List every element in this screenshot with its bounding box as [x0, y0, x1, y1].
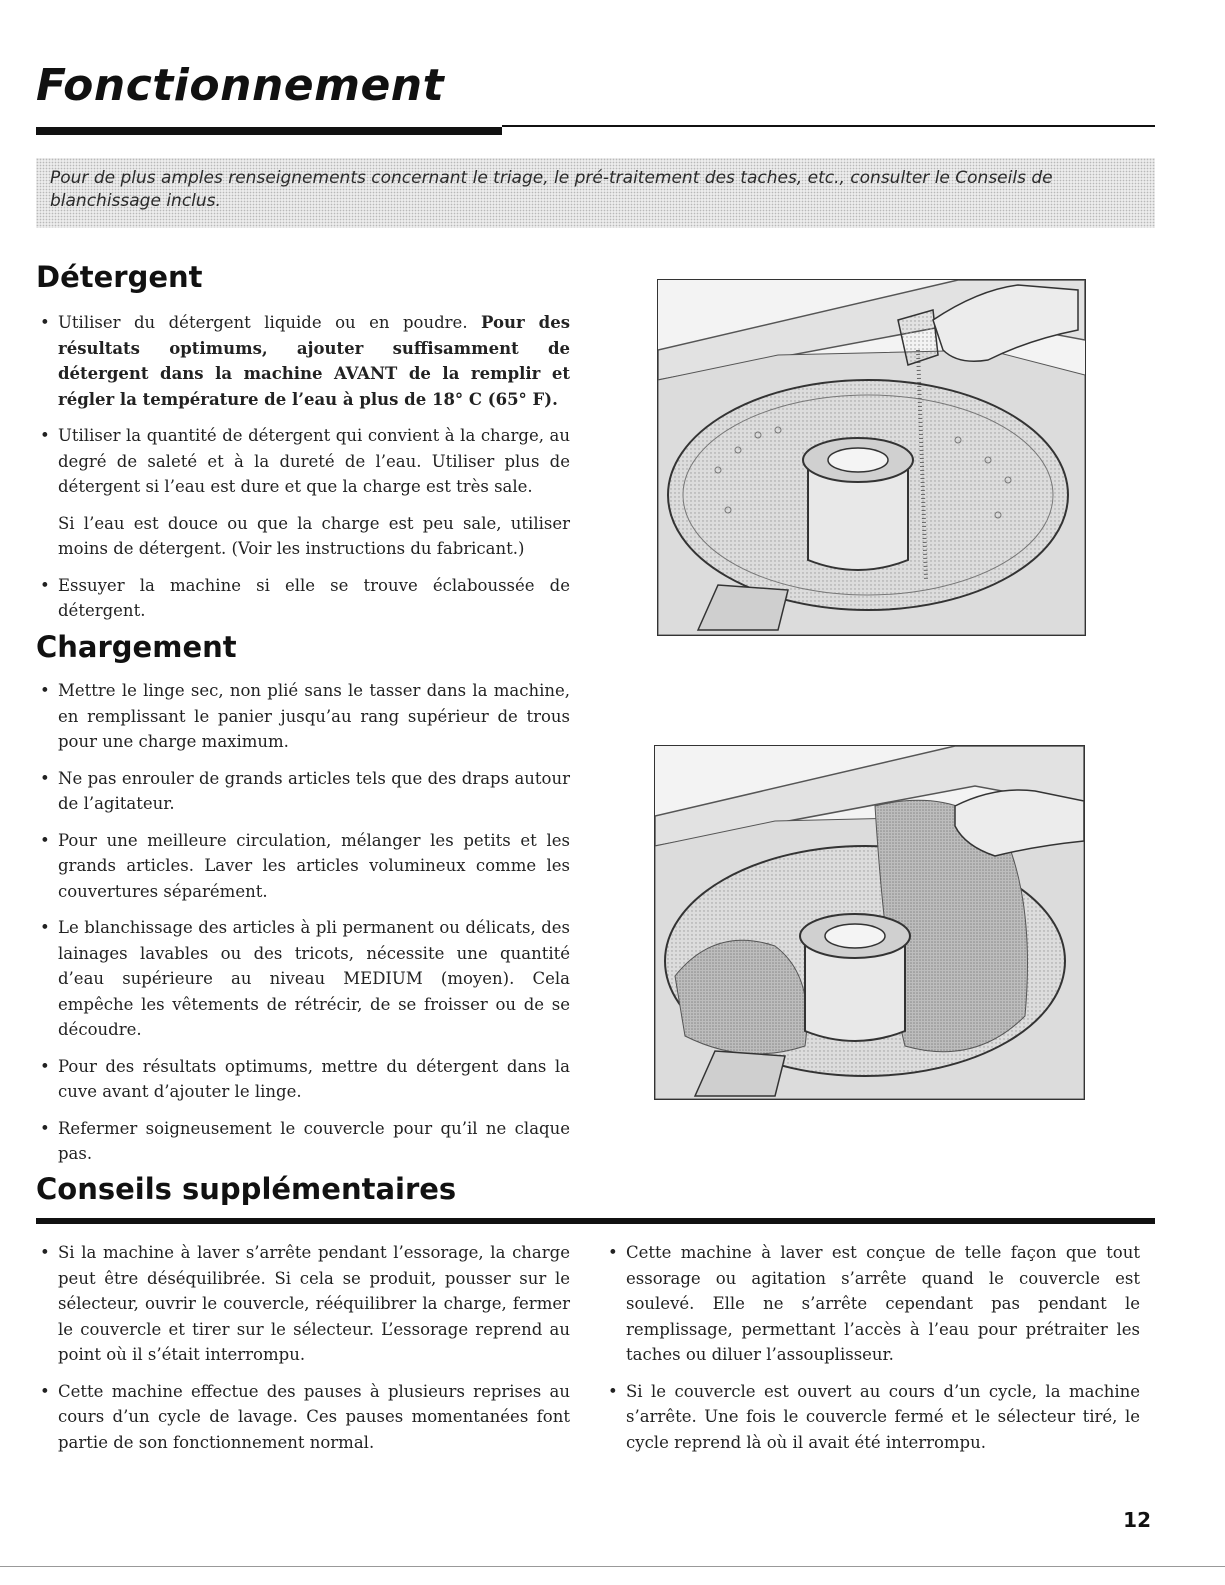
- chargement-list: [36, 678, 570, 1178]
- list-item: • Si le couvercle est ouvert au cours d’un cycle, la machine s’arrête. Une fois le couvercle fermé et le sélecteur tiré, le cycle reprend là où il avait été interrompu.: [608, 1381, 1140, 1452]
- list-item: • Pour une meilleure circulation, mélanger les petits et les grands articles. Laver les articles volumineux comme les couvertures séparément.: [40, 830, 570, 901]
- page-title: Fonctionnement: [36, 60, 445, 111]
- conseils-item-text: Cette machine à laver est conçue de telle façon que tout essorage ou agitation s’arrête quand le couvercle est soulevé. Elle ne s’arrête cependant pas pendant le remplissage, permettant l’accès à l’eau pour prétraiter les taches ou diluer l’assouplisseur.: [626, 1243, 1140, 1364]
- section-title-detergent: Détergent: [36, 260, 203, 294]
- detergent-b1-bold: Pour des résultats optimums, ajouter suffisamment de détergent dans la machine AVANT de la remplir et régler la température de l’eau à plus de 18° C (65° F).: [58, 313, 570, 409]
- list-item: • Refermer soigneusement le couvercle pour qu’il ne claque pas.: [40, 1118, 570, 1163]
- conseils-item-text: Si le couvercle est ouvert au cours d’un cycle, la machine s’arrête. Une fois le couvercle fermé et le sélecteur tiré, le cycle reprend là où il avait été interrompu.: [626, 1381, 1140, 1452]
- detergent-b1-text: Utiliser du détergent liquide ou en poudre.: [58, 313, 482, 332]
- list-item: • Essuyer la machine si elle se trouve éclaboussée de détergent.: [40, 575, 570, 620]
- list-note: [36, 511, 570, 562]
- list-item: • Utiliser du détergent liquide ou en poudre. Pour des résultats optimums, ajouter suffisamment de détergent dans la machine AVANT de la remplir et régler la température de l’eau à plus de 18° C (65° F).: [40, 313, 570, 409]
- title-rule-thick: [36, 127, 502, 135]
- detergent-b2-text: Utiliser la quantité de détergent qui convient à la charge, au degré de saleté et à la dureté de l’eau. Utiliser plus de détergent si l’eau est dure et que la charge est très sale.: [58, 426, 570, 496]
- washer-adding-detergent-icon: [657, 279, 1086, 636]
- chargement-item-text: Pour une meilleure circulation, mélanger les petits et les grands articles. Laver les articles volumineux comme les couvertures séparément.: [58, 830, 570, 901]
- chargement-item-text: Pour des résultats optimums, mettre du détergent dans la cuve avant d’ajouter le linge.: [58, 1056, 570, 1101]
- bottom-rule: [0, 1566, 1225, 1567]
- washer-loading-laundry-icon: [654, 745, 1085, 1100]
- list-item: • Ne pas enrouler de grands articles tels que des draps autour de l’agitateur.: [40, 768, 570, 813]
- detergent-note-text: Si l’eau est douce ou que la charge est peu sale, utiliser moins de détergent. (Voir les instructions du fabricant.): [58, 513, 570, 558]
- info-banner: [36, 158, 1155, 228]
- section-title-chargement: Chargement: [36, 630, 237, 664]
- page-number: 12: [1123, 1508, 1151, 1532]
- list-item: • Mettre le linge sec, non plié sans le tasser dans la machine, en remplissant le panier jusqu’au rang supérieur de trous pour une charge maximum.: [40, 681, 570, 751]
- chargement-item-text: Le blanchissage des articles à pli permanent ou délicats, des lainages lavables ou des tricots, nécessite une quantité d’eau supérieure au niveau MEDIUM (moyen). Cela empêche les vêtements de rétrécir, de se froisser ou de se découdre.: [58, 918, 570, 1039]
- list-item: • Pour des résultats optimums, mettre du détergent dans la cuve avant d’ajouter le linge.: [40, 1056, 570, 1101]
- detergent-b3-text: Essuyer la machine si elle se trouve éclaboussée de détergent.: [58, 575, 570, 620]
- banner-text: Pour de plus amples renseignements concernant le triage, le pré-traitement des taches, etc., consulter le Conseils de blanchissage inclus.: [50, 168, 1053, 211]
- title-rule-thin: [502, 125, 1155, 127]
- list-item: • Cette machine effectue des pauses à plusieurs reprises au cours d’un cycle de lavage. Ces pauses momentanées font partie de son fonctionnement normal.: [40, 1381, 570, 1452]
- conseils-item-text: Cette machine effectue des pauses à plusieurs reprises au cours d’un cycle de lavage. Ces pauses momentanées font partie de son fonctionnement normal.: [58, 1381, 570, 1452]
- conseils-item-text: Si la machine à laver s’arrête pendant l’essorage, la charge peut être déséquilibrée. Si cela se produit, pousser sur le sélecteur, ouvrir le couvercle, rééquilibrer la charge, fermer le couvercle et tirer sur le sélecteur. L’essorage reprend au point où il s’était interrompu.: [58, 1243, 570, 1364]
- conseils-right-list: [604, 1240, 1140, 1466]
- chargement-item-text: Refermer soigneusement le couvercle pour qu’il ne claque pas.: [58, 1118, 570, 1163]
- chargement-item-text: Ne pas enrouler de grands articles tels que des draps autour de l’agitateur.: [58, 768, 570, 813]
- list-item: • Si la machine à laver s’arrête pendant l’essorage, la charge peut être déséquilibrée. Si cela se produit, pousser sur le sélecteur, ouvrir le couvercle, rééquilibrer la charge, fermer le couvercle et tirer sur le sélecteur. L’essorage reprend au point où il s’était interrompu.: [40, 1243, 570, 1364]
- section-rule: [36, 1218, 1155, 1224]
- list-item: • Utiliser la quantité de détergent qui convient à la charge, au degré de saleté et à la dureté de l’eau. Utiliser plus de détergent si l’eau est dure et que la charge est très sale.: [40, 426, 570, 496]
- chargement-item-text: Mettre le linge sec, non plié sans le tasser dans la machine, en remplissant le panier jusqu’au rang supérieur de trous pour une charge maximum.: [58, 681, 570, 751]
- list-item: • Le blanchissage des articles à pli permanent ou délicats, des lainages lavables ou des tricots, nécessite une quantité d’eau supérieure au niveau MEDIUM (moyen). Cela empêche les vêtements de rétrécir, de se froisser ou de se découdre.: [40, 918, 570, 1039]
- section-title-conseils: Conseils supplémentaires: [36, 1172, 457, 1206]
- conseils-left-list: [36, 1240, 570, 1466]
- list-item: • Cette machine à laver est conçue de telle façon que tout essorage ou agitation s’arrête quand le couvercle est soulevé. Elle ne s’arrête cependant pas pendant le remplissage, permettant l’accès à l’eau pour prétraiter les taches ou diluer l’assouplisseur.: [608, 1243, 1140, 1364]
- detergent-list: [36, 310, 570, 635]
